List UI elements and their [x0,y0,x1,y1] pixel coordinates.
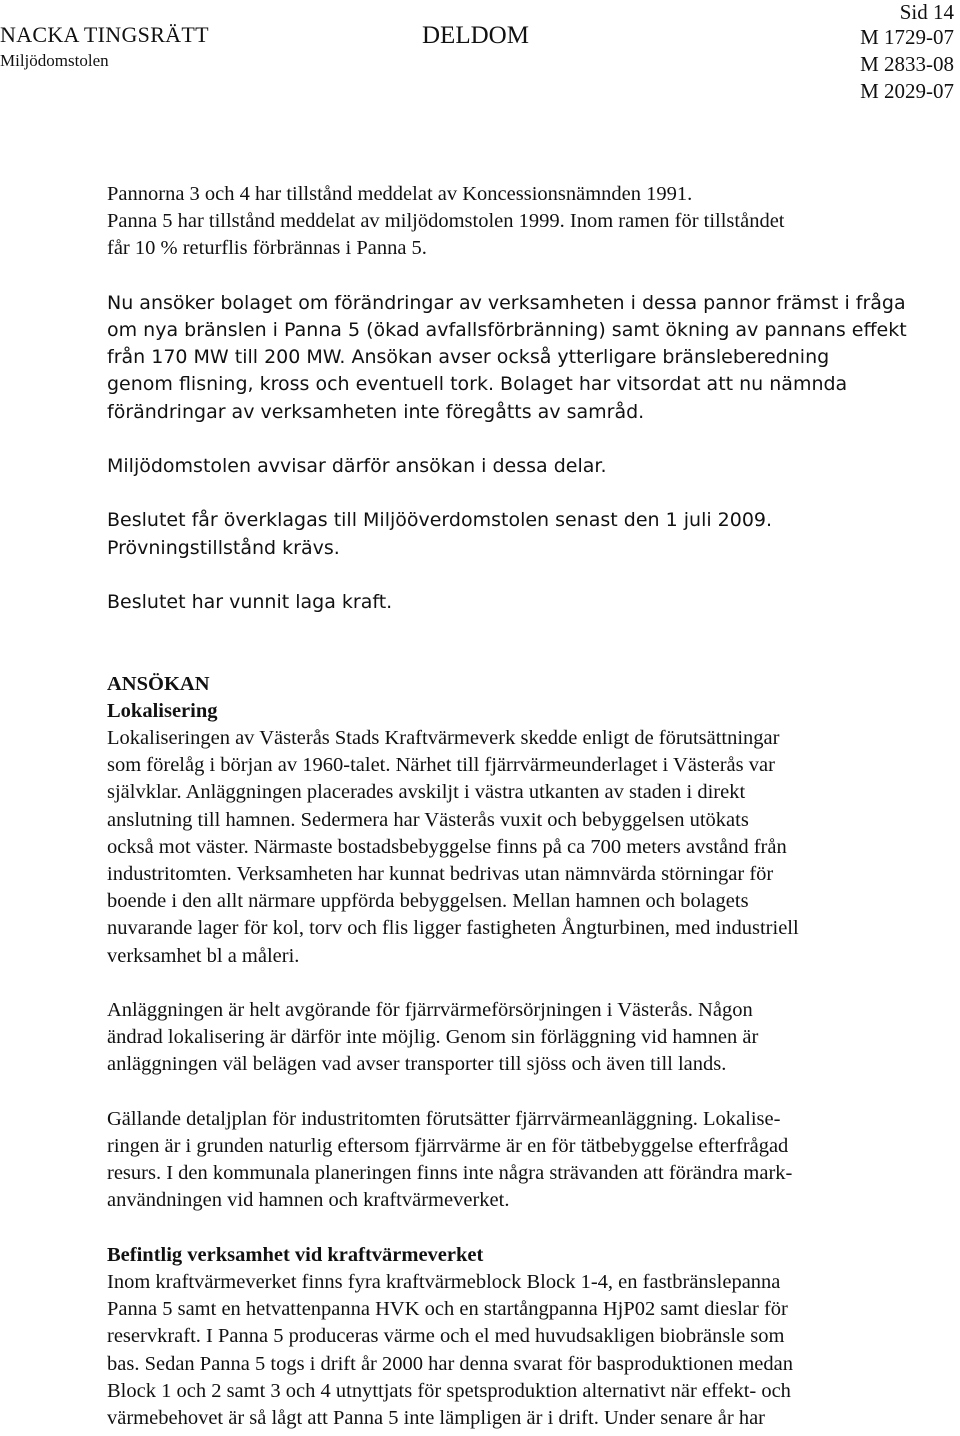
heading-lokalisering: Lokalisering [107,699,218,722]
page-number: Sid 14 [899,0,954,24]
document-body [107,181,917,1432]
document-type: DELDOM [422,22,529,49]
heading-ansokan: ANSÖKAN [107,672,210,695]
case-numbers [860,24,954,105]
paragraph-district-heating: Anläggningen är helt avgörande för fjärrvärmeförsörjningen i Västerås. Någon ändrad lokalisering är därför inte möjlig. Genom sin förläggning vid hamnen är anläggningen väl belägen vad avser transporter till sjöss och även till lands. [107,998,759,1076]
court-department: Miljödomstolen [0,51,109,70]
paragraph-application-changes: Nu ansöker bolaget om förändringar av verksamheten i dessa pannor främst i fråga om nya bränslen i Panna 5 (ökad avfallsförbränning) samt ökning av pannans effekt från 170 MW till 200 MW. Ansökan avser också ytterligare bränsleberedning genom flisning, kross och eventuell tork. Bolaget har vitsordat att nu nämnda förändringar av verksamheten inte föregåtts av samråd. [107,291,907,423]
paragraph-permits: Pannorna 3 och 4 har tillstånd meddelat av Koncessionsnämnden 1991. Panna 5 har tillstånd meddelat av miljödomstolen 1999. Inom ramen för tillståndet får 10 % returflis förbrännas i Panna 5. [107,183,785,260]
case-number: M 2029-07 [860,79,954,103]
case-number: M 2833-08 [860,52,954,76]
paragraph-existing-operations: Inom kraftvärmeverket finns fyra kraftvärmeblock Block 1-4, en fastbränslepanna Panna 5 samt en hetvattenpanna HVK och en startångpanna HjP02 samt dieslar för reservkraft. I Panna 5 produceras värme och el med huvudsakligen biobränsle som bas. Sedan Panna 5 togs i drift år 2000 har denna svarat för basproduktionen medan Block 1 och 2 samt 3 och 4 utnyttjats för spetsproduktion alternativt när effekt- och värmebehovet är så lågt att Panna 5 inte lämpligen är i drift. Under senare år har [107,1270,793,1429]
paragraph-legal-force: Beslutet har vunnit laga kraft. [107,590,393,613]
paragraph-localisation: Lokaliseringen av Västerås Stads Kraftvärmeverk skedde enligt de förutsättningar som förelåg i början av 1960-talet. Närhet till fjärrvärmeunderlaget i Västerås var självklar. Anläggningen placerades avskiljt i västra utkanten av staden i direkt anslutning till hamnen. Sedermera har Västerås vuxit och bebyggelsen utökats också mot väster. Närmaste bostadsbebyggelse finns på ca 700 meters avstånd från industritomten. Verksamheten har kunnat bedrivas utan nämnvärda störningar för boende i den allt närmare uppförda bebyggelsen. Mellan hamnen och bolagets nuvarande lager för kol, torv och flis ligger fastigheten Ångturbinen, med industriell verksamhet bl a måleri. [107,726,799,967]
paragraph-appeal: Beslutet får överklagas till Miljööverdomstolen senast den 1 juli 2009. Prövningstillstånd krävs. [107,509,773,559]
paragraph-detail-plan: Gällande detaljplan för industritomten förutsätter fjärrvärmeanläggning. Lokalise- ringen är i grunden naturlig eftersom fjärrvärme är en för tätbebyggelse efterfrågad resurs. I den kommunala planeringen finns inte några strävanden att förändra mark- användningen vid hamnen och kraftvärmeverket. [107,1107,793,1212]
case-number: M 1729-07 [860,25,954,49]
paragraph-dismissal: Miljödomstolen avvisar därför ansökan i dessa delar. [107,455,607,477]
heading-befintlig-verksamhet: Befintlig verksamhet vid kraftvärmeverket [107,1243,484,1266]
court-name: NACKA TINGSRÄTT [0,22,209,47]
